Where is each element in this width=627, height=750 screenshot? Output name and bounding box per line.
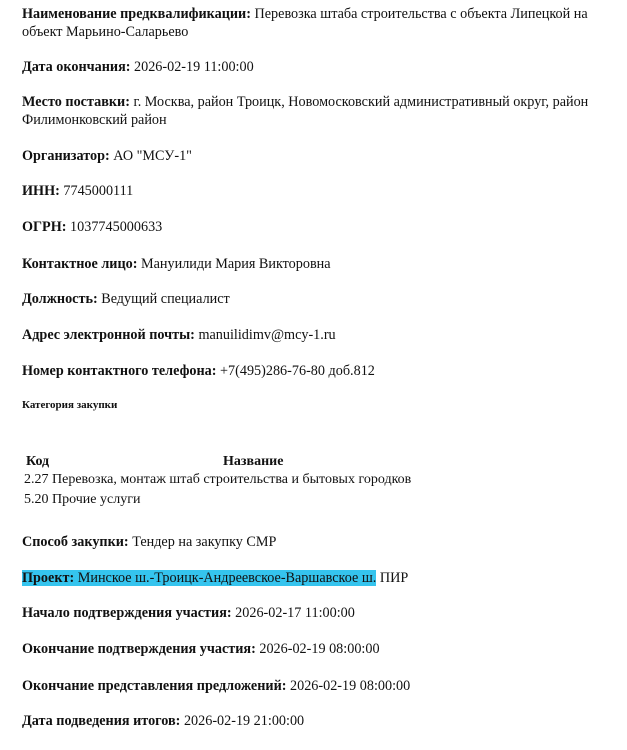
field-value: Мануилиди Мария Викторовна (141, 256, 331, 272)
field-delivery-place (22, 93, 613, 129)
field-position (22, 290, 613, 308)
field-inn (22, 182, 613, 200)
field-contact-person (22, 255, 613, 273)
field-project (22, 569, 613, 587)
field-label: Способ закупки: (22, 534, 129, 550)
category-code: 2.27 (24, 472, 49, 487)
field-value: +7(495)286-76-80 доб.812 (220, 363, 375, 379)
column-header-name: Название (223, 454, 284, 469)
category-heading: Категория закупки (22, 399, 118, 411)
field-participation-start (22, 604, 613, 622)
category-code: 5.20 (24, 492, 49, 507)
highlighted-text (22, 570, 376, 586)
field-label: Окончание представления предложений: (22, 678, 287, 694)
field-label: Должность: (22, 291, 98, 307)
column-header-code: Код (26, 454, 50, 469)
category-table-header (24, 452, 411, 470)
field-organizer (22, 147, 613, 165)
field-label: Начало подтверждения участия: (22, 605, 232, 621)
table-row (24, 490, 411, 510)
field-label: ОГРН: (22, 219, 67, 235)
field-label: Адрес электронной почты: (22, 327, 195, 343)
field-value[interactable]: manuilidimv@mcy-1.ru (198, 327, 336, 343)
field-value-rest: ПИР (376, 570, 409, 586)
field-label: Дата окончания: (22, 59, 131, 75)
field-end-date (22, 58, 613, 76)
field-label: Проект: (22, 570, 75, 586)
category-name: Перевозка, монтаж штаб строительства и бытовых городков (52, 472, 412, 487)
field-value: г. Москва, район Троицк, Новомосковский административный округ, район Филимонковский район (22, 94, 589, 128)
field-phone (22, 362, 613, 380)
field-value: Перевозка штаба строительства с объекта Липецкой на объект Марьино-Саларьево (22, 6, 588, 40)
field-value: АО "МСУ-1" (113, 148, 192, 164)
category-table (24, 452, 411, 510)
field-label: Место поставки: (22, 94, 130, 110)
field-label: Организатор: (22, 148, 110, 164)
field-label: Контактное лицо: (22, 256, 138, 272)
field-ogrn (22, 218, 613, 236)
field-value: 2026-02-19 21:00:00 (183, 713, 305, 729)
field-value: Ведущий специалист (101, 291, 230, 307)
field-value: 2026-02-19 11:00:00 (134, 59, 254, 75)
field-label: Дата подведения итогов: (22, 713, 181, 729)
field-label: Номер контактного телефона: (22, 363, 217, 379)
category-name: Прочие услуги (52, 492, 141, 507)
field-procurement-method (22, 533, 613, 551)
field-value: 2026-02-19 08:00:00 (259, 641, 380, 657)
field-value: Тендер на закупку СМР (132, 534, 277, 550)
field-value: 1037745000633 (70, 219, 163, 235)
table-row (24, 470, 411, 490)
field-proposals-end (22, 677, 613, 695)
field-participation-end (22, 640, 613, 658)
field-value: 2026-02-19 08:00:00 (290, 678, 411, 694)
field-value: 7745000111 (63, 183, 134, 199)
field-results-date (22, 712, 613, 730)
field-label: Окончание подтверждения участия: (22, 641, 256, 657)
field-value: 2026-02-17 11:00:00 (235, 605, 355, 621)
field-email (22, 326, 613, 344)
field-label: Наименование предквалификации: (22, 6, 251, 22)
field-prequalification-name (22, 5, 613, 41)
field-label: ИНН: (22, 183, 60, 199)
field-value: Минское ш.-Троицк-Андреевское-Варшавское ш. (77, 570, 377, 586)
